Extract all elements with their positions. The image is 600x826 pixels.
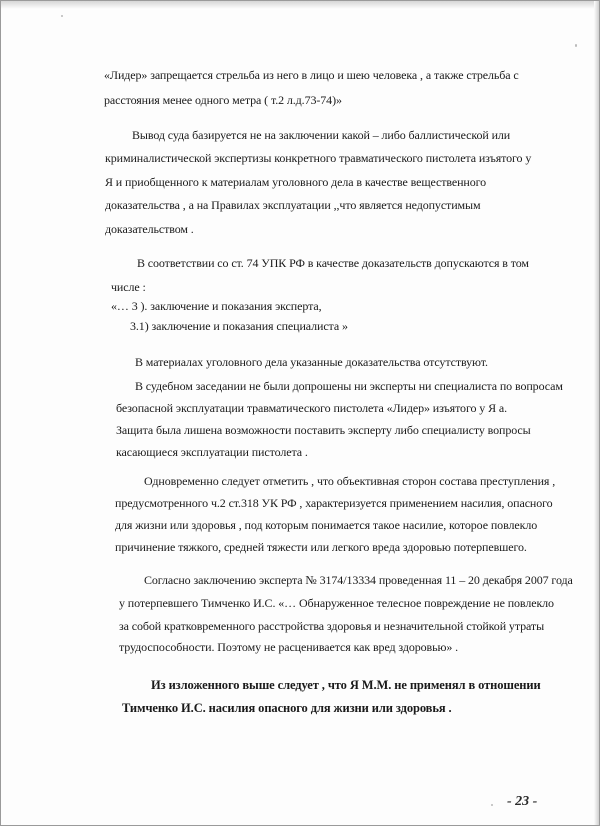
text-line: Я и приобщенного к материалам уголовного дела в качестве вещественного — [105, 175, 487, 189]
text-line: Вывод суда базируется не на заключении какой – либо баллистической или — [132, 128, 511, 142]
text-line: криминалистической экспертизы конкретного травматического пистолета изъятого у — [105, 151, 532, 165]
text-line: Одновременно следует отметить , что объективная сторон состава преступления , — [144, 474, 556, 488]
text-line: В соответствии со ст. 74 УПК РФ в качестве доказательств допускаются в том — [137, 256, 529, 270]
text-line: числе : — [111, 280, 146, 294]
text-line-bold: Из изложенного выше следует , что Я М.М. не применял в отношении — [151, 678, 541, 692]
text-line: Защита была лишена возможности поставить эксперту либо специалисту вопросы — [116, 423, 531, 437]
scan-top-edge — [1, 1, 599, 9]
text-line-bold: Тимченко И.С. насилия опасного для жизни или здоровья . — [122, 701, 452, 715]
text-line: В материалах уголовного дела указанные доказательства отсутствуют. — [135, 355, 488, 369]
text-line: для жизни или здоровья , под которым понимается такое насилие, которое повлекло — [115, 518, 538, 532]
text-line: 3.1) заключение и показания специалиста » — [130, 319, 348, 333]
scan-speck — [491, 804, 493, 806]
text-line: «… 3 ). заключение и показания эксперта, — [111, 299, 322, 313]
text-line: «Лидер» запрещается стрельба из него в лицо и шею человека , а также стрельба с — [104, 68, 519, 82]
text-line: Согласно заключению эксперта № 3174/13334 проведенная 11 – 20 декабря 2007 года — [144, 573, 573, 587]
text-line: трудоспособности. Поэтому не расценивается как вред здоровью» . — [119, 640, 459, 654]
text-line: расстояния менее одного метра ( т.2 л.д.73-74)» — [104, 93, 342, 107]
text-line: причинение тяжкого, средней тяжести или легкого вреда здоровью потерпевшего. — [115, 540, 527, 554]
text-line: за собой кратковременного расстройства здоровья и незначительной стойкой утраты — [119, 619, 545, 633]
scan-speck — [61, 15, 63, 17]
scan-right-edge — [594, 1, 599, 825]
text-line: предусмотренного ч.2 ст.318 УК РФ , характеризуется применением насилия, опасного — [115, 496, 553, 510]
text-line: доказательства , а на Правилах эксплуатации ,,что является недопустимым — [105, 198, 481, 212]
text-line: безопасной эксплуатации травматического пистолета «Лидер» изъятого у Я а. — [116, 401, 508, 415]
text-line: доказательством . — [105, 222, 194, 236]
page-number: - 23 - — [507, 794, 538, 809]
scan-speck — [575, 44, 577, 47]
text-line: у потерпевшего Тимченко И.С. «… Обнаруженное телесное повреждение не повлекло — [119, 596, 554, 610]
text-line: касающиеся эксплуатации пистолета . — [116, 445, 308, 459]
text-line: В судебном заседании не были допрошены ни эксперты ни специалиста по вопросам — [135, 379, 563, 393]
